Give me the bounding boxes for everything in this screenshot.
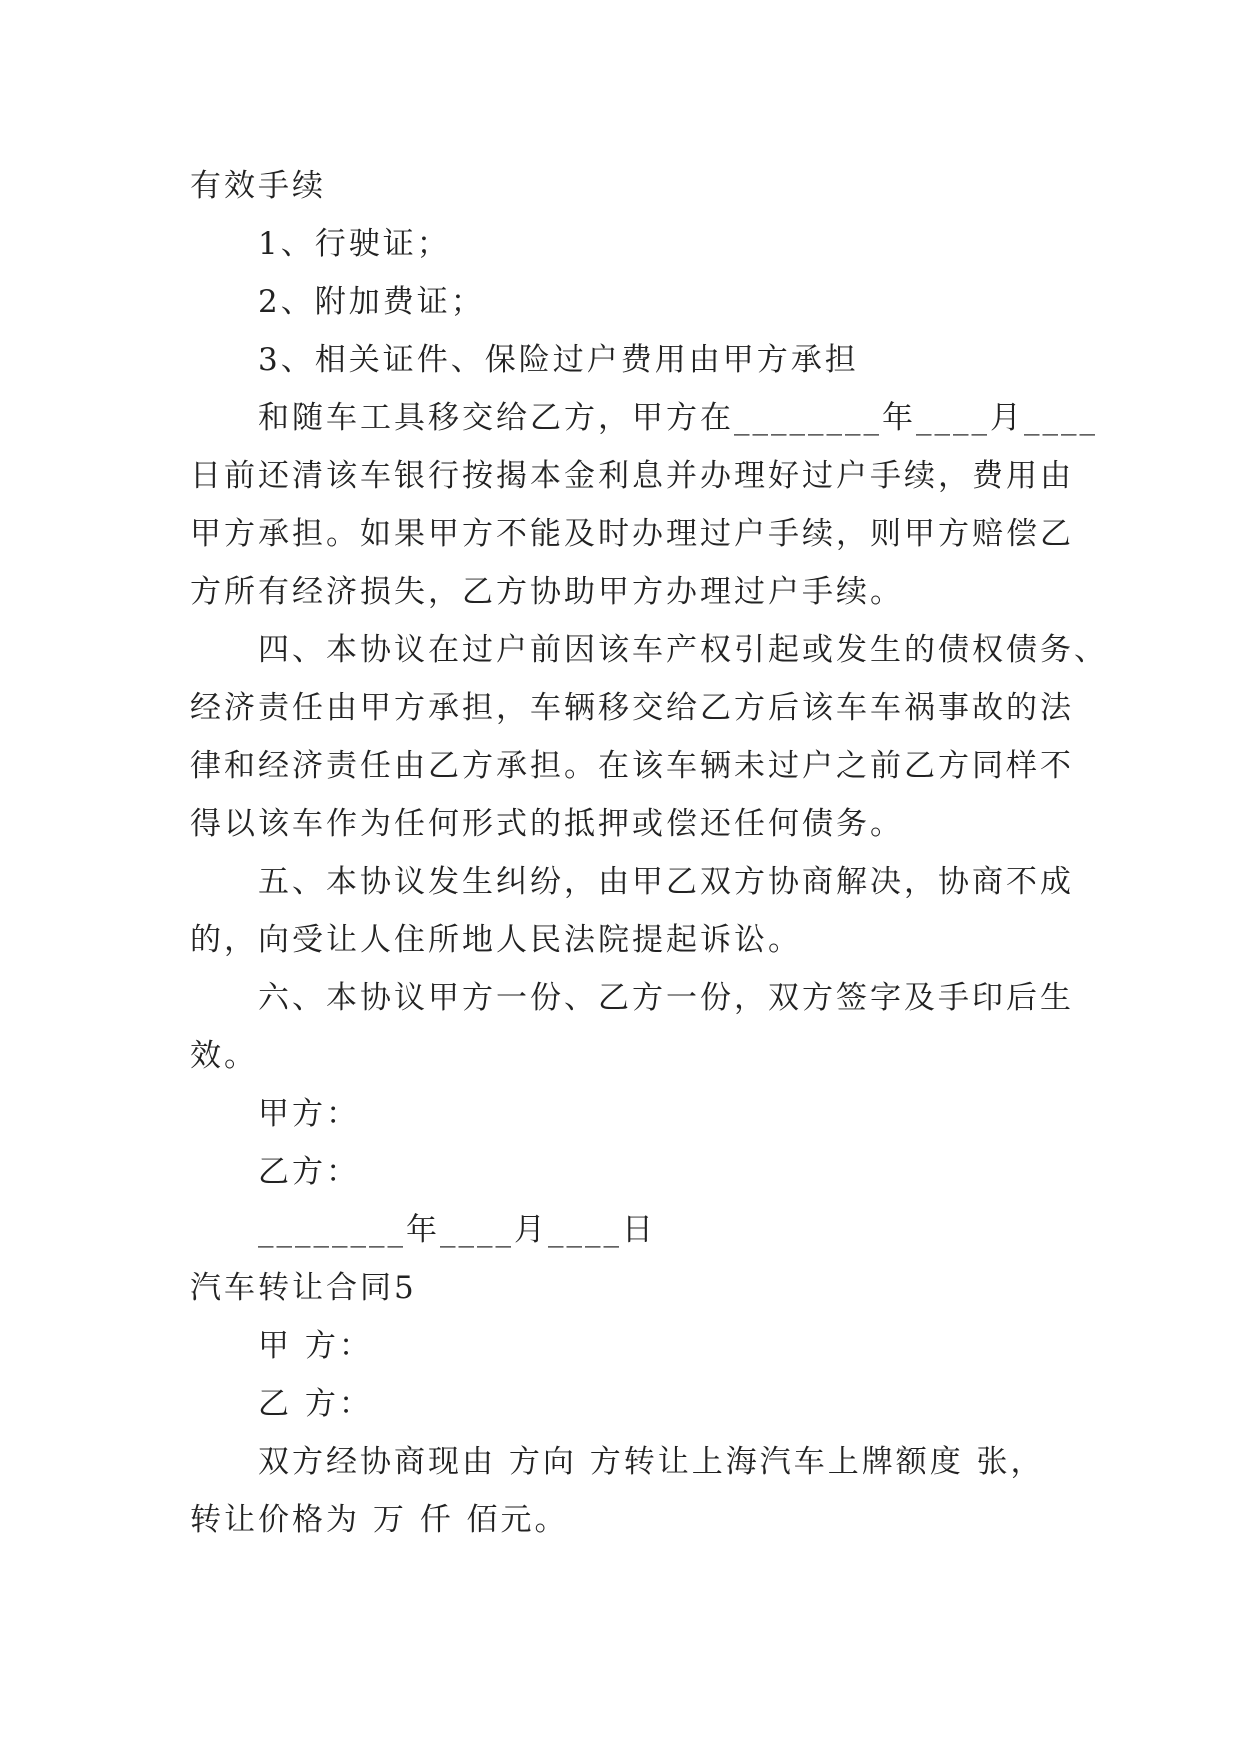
text-line: 和随车工具移交给乙方，甲方在________年____月____ (258, 400, 1098, 436)
list-item: 1、行驶证； (258, 226, 451, 262)
text-line: 得以该车作为任何形式的抵押或偿还任何债务。 (190, 806, 904, 842)
text-line: 转让价格为 万 仟 佰元。 (190, 1502, 569, 1538)
clause-four: 四、本协议在过户前因该车产权引起或发生的债权债务、 (258, 632, 1108, 668)
party-b-label: 乙 方： (258, 1386, 373, 1422)
party-a-label: 甲 方： (258, 1328, 373, 1364)
text-line: 律和经济责任由乙方承担。在该车辆未过户之前乙方同样不 (190, 748, 1074, 784)
signature-date: ________年____月____日 (258, 1212, 656, 1248)
clause-six: 六、本协议甲方一份、乙方一份，双方签字及手印后生 (258, 980, 1074, 1016)
section-title: 汽车转让合同5 (190, 1270, 417, 1306)
text-line: 方所有经济损失，乙方协助甲方办理过户手续。 (190, 574, 904, 610)
text-line: 双方经协商现由 方向 方转让上海汽车上牌额度 张， (258, 1444, 1045, 1480)
text-line: 的，向受让人住所地人民法院提起诉讼。 (190, 922, 802, 958)
text-line: 经济责任由甲方承担，车辆移交给乙方后该车车祸事故的法 (190, 690, 1074, 726)
text-line: 有效手续 (190, 168, 326, 204)
text-line: 日前还清该车银行按揭本金利息并办理好过户手续，费用由 (190, 458, 1074, 494)
text-line: 甲方承担。如果甲方不能及时办理过户手续，则甲方赔偿乙 (190, 516, 1074, 552)
party-b-signature: 乙方： (258, 1154, 360, 1190)
list-item: 3、相关证件、保险过户费用由甲方承担 (258, 342, 859, 378)
party-a-signature: 甲方： (258, 1096, 360, 1132)
clause-five: 五、本协议发生纠纷，由甲乙双方协商解决，协商不成 (258, 864, 1074, 900)
list-item: 2、附加费证； (258, 284, 485, 320)
text-line: 效。 (190, 1038, 258, 1074)
